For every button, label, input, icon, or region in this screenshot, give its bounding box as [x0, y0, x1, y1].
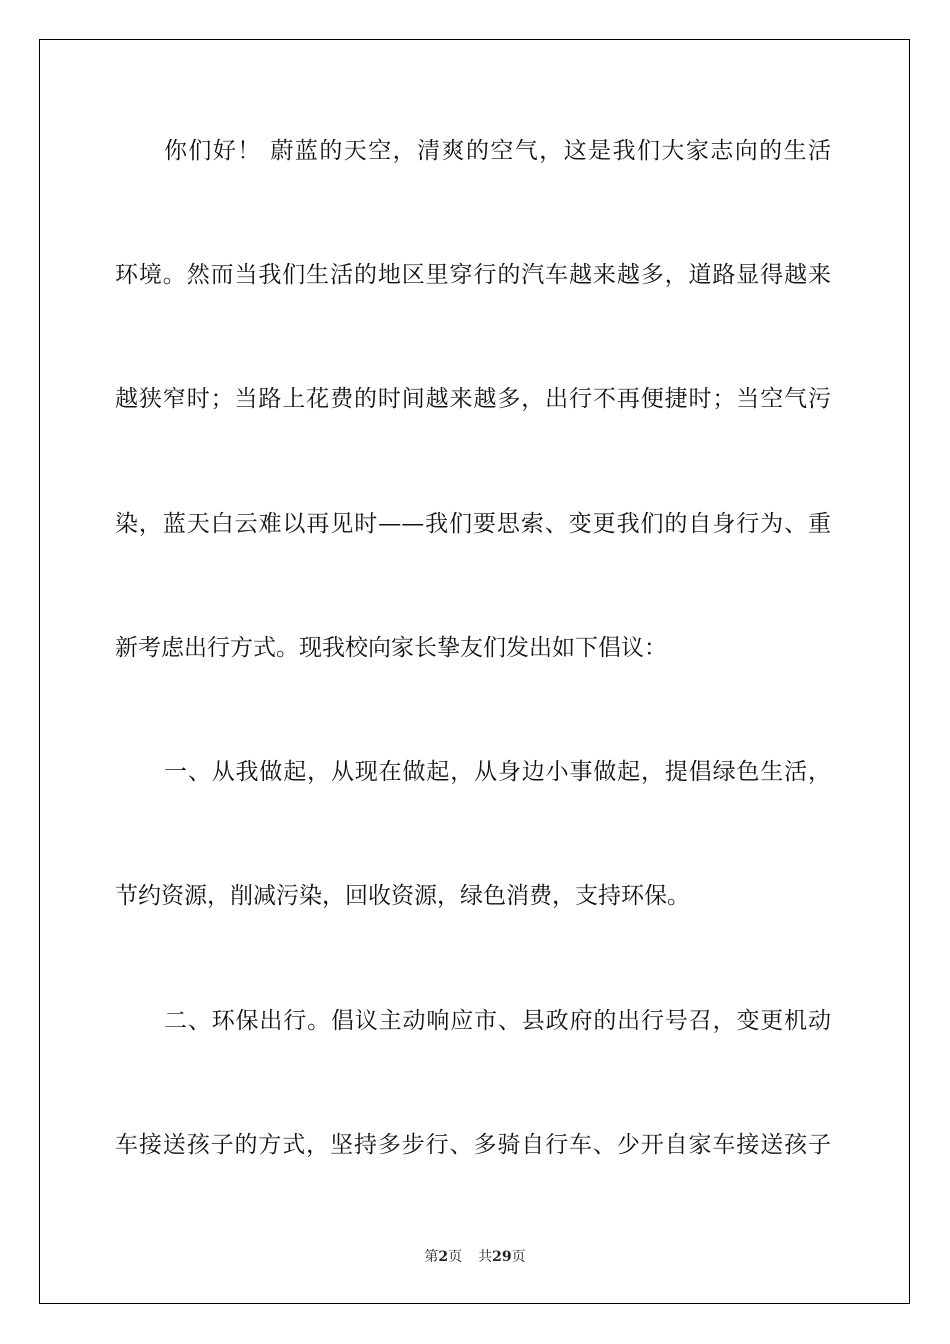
page-suffix: 页 [448, 1249, 463, 1265]
body-line-3: 越狭窄时；当路上花费的时间越来越多，出行不再便捷时；当空气污 [115, 386, 831, 412]
body-line-6: 一、从我做起，从现在做起，从身边小事做起，提倡绿色生活， [164, 759, 831, 785]
body-line-9: 车接送孩子的方式，坚持多步行、多骑自行车、少开自家车接送孩子 [115, 1132, 831, 1158]
page-footer [0, 1248, 950, 1266]
body-line-2: 环境。然而当我们生活的地区里穿行的汽车越来越多，道路显得越来 [115, 262, 831, 288]
body-line-4: 染，蓝天白云难以再见时——我们要思索、变更我们的自身行为、重 [115, 511, 831, 537]
total-prefix: 共 [478, 1249, 493, 1265]
page-total: 29 [492, 1249, 512, 1265]
page-prefix: 第 [424, 1249, 439, 1265]
body-line-7: 节约资源，削减污染，回收资源，绿色消费，支持环保。 [115, 883, 690, 909]
body-line-1: 你们好！ 蔚蓝的天空，清爽的空气，这是我们大家志向的生活 [164, 138, 831, 164]
page-current: 2 [438, 1249, 449, 1265]
page-border [39, 39, 910, 1304]
body-line-5: 新考虑出行方式。现我校向家长挚友们发出如下倡议： [115, 635, 667, 661]
body-line-8: 二、环保出行。倡议主动响应市、县政府的出行号召，变更机动 [164, 1008, 831, 1034]
total-suffix: 页 [511, 1249, 526, 1265]
